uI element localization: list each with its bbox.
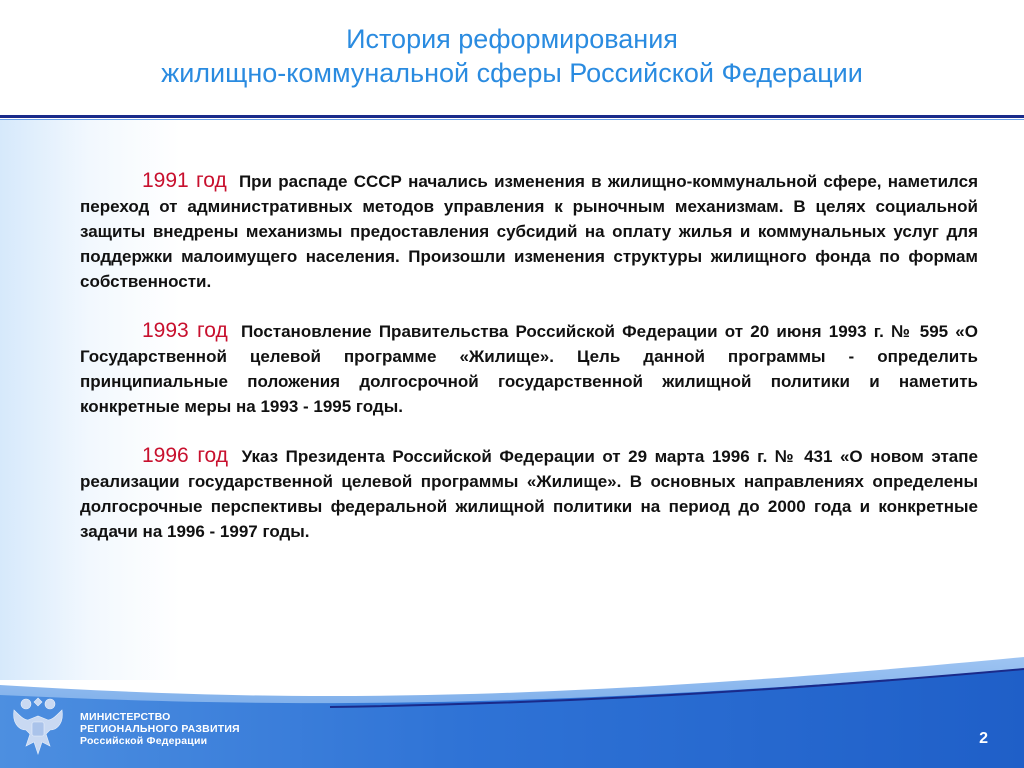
header-divider — [0, 115, 1024, 118]
double-headed-eagle-emblem-icon — [6, 690, 70, 762]
slide-title — [0, 22, 1024, 90]
slide-title-line-2: жилищно-коммунальной сферы Российской Федерации — [161, 58, 863, 88]
history-entry-1993 — [80, 318, 978, 419]
ministry-line-1: МИНИСТЕРСТВО — [80, 711, 171, 723]
slide-title-line-1: История реформирования — [346, 24, 678, 54]
history-entry-1996 — [80, 443, 978, 544]
slide-header — [0, 0, 1024, 115]
page-number: 2 — [979, 730, 988, 747]
entry-text: При распаде СССР начались изменения в жилищно-коммунальной сфере, наметился переход от административных методов управления к рыночным механизмам. В целях социальной защиты внедрены механизмы предоставления субсидий на оплату жилья и коммунальных услуг для поддержки малоимущего населения. Произошли изменения структуры жилищного фонда по формам собственности. — [80, 172, 978, 291]
entry-year: 1991 год — [142, 169, 227, 192]
ministry-line-3: Российской Федерации — [80, 735, 208, 747]
ministry-label — [80, 711, 240, 747]
entry-year: 1993 год — [142, 319, 228, 342]
entry-text: Указ Президента Российской Федерации от 29 марта 1996 г. № 431 «О новом этапе реализации государственной целевой программы «Жилище». В основных направлениях определены долгосрочные перспективы федеральной жилищной политики на период до 2000 года и конкретные задачи на 1996 - 1997 годы. — [80, 447, 978, 541]
ministry-line-2: РЕГИОНАЛЬНОГО РАЗВИТИЯ — [80, 723, 240, 735]
history-entry-1991 — [80, 168, 978, 294]
slide-body — [80, 168, 978, 568]
entry-text: Постановление Правительства Российской Федерации от 20 июня 1993 г. № 595 «О Государственной целевой программе «Жилище». Цель данной программы - определить принципиальные положения долгосрочной государственной жилищной политики и наметить конкретные меры на 1993 - 1995 годы. — [80, 322, 978, 416]
entry-year: 1996 год — [142, 444, 229, 467]
